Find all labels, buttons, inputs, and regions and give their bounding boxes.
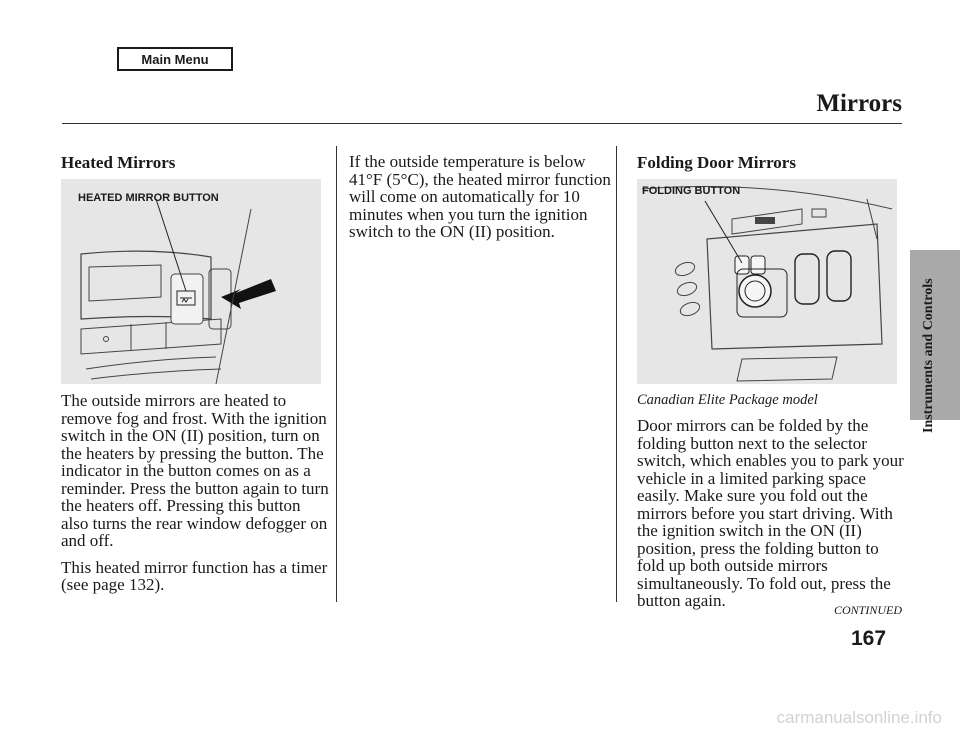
main-menu-button[interactable]: Main Menu xyxy=(117,47,233,71)
heated-mirror-button-label: HEATED MIRROR BUTTON xyxy=(78,192,219,204)
heated-mirror-illustration xyxy=(61,179,321,384)
heated-mirrors-heading: Heated Mirrors xyxy=(61,153,176,172)
heated-mirrors-paragraph-2: This heated mirror function has a timer (see page 132). xyxy=(61,557,328,594)
page-number: 167 xyxy=(851,627,887,650)
heated-mirror-figure xyxy=(61,179,321,384)
heated-mirrors-paragraph-1: The outside mirrors are heated to remove fog and frost. With the ignition switch in the ON (II) position, turn on the heaters by pressing the button. The indicator in the button comes on as a reminder. Press the button again to turn the heaters off. Pressing this button also turns the rear window defogger on and off. xyxy=(61,391,329,550)
section-tab-label: Instruments and Controls xyxy=(921,278,936,433)
column-divider xyxy=(616,146,617,602)
column-folding-mirrors xyxy=(637,153,905,619)
folding-mirror-illustration xyxy=(637,179,897,384)
column-heated-mirrors xyxy=(61,153,329,603)
watermark: carmanualsonline.info xyxy=(776,708,942,727)
title-rule xyxy=(62,123,902,124)
folding-mirrors-heading: Folding Door Mirrors xyxy=(637,153,796,172)
column-divider xyxy=(336,146,337,602)
continued-label: CONTINUED xyxy=(834,603,903,617)
folding-mirror-figure xyxy=(637,179,897,384)
model-caption: Canadian Elite Package model xyxy=(637,392,818,408)
folding-button-label: FOLDING BUTTON xyxy=(642,185,741,197)
folding-mirrors-paragraph: Door mirrors can be folded by the folding button next to the selector switch, which enables you to park your vehicle in a limited parking space easily. Make sure you fold out the mirrors before you start driving. With the ignition switch in the ON (II) position, press the folding button to fold up both outside mirrors simultaneously. To fold out, press the button again. xyxy=(637,416,904,610)
page-title: Mirrors xyxy=(816,90,902,117)
column-auto-heat xyxy=(349,153,611,250)
auto-heat-paragraph: If the outside temperature is below 41°F (5°C), the heated mirror function will come on automatically for 10 minutes when you turn the ignition switch to the ON (II) position. xyxy=(349,152,611,241)
